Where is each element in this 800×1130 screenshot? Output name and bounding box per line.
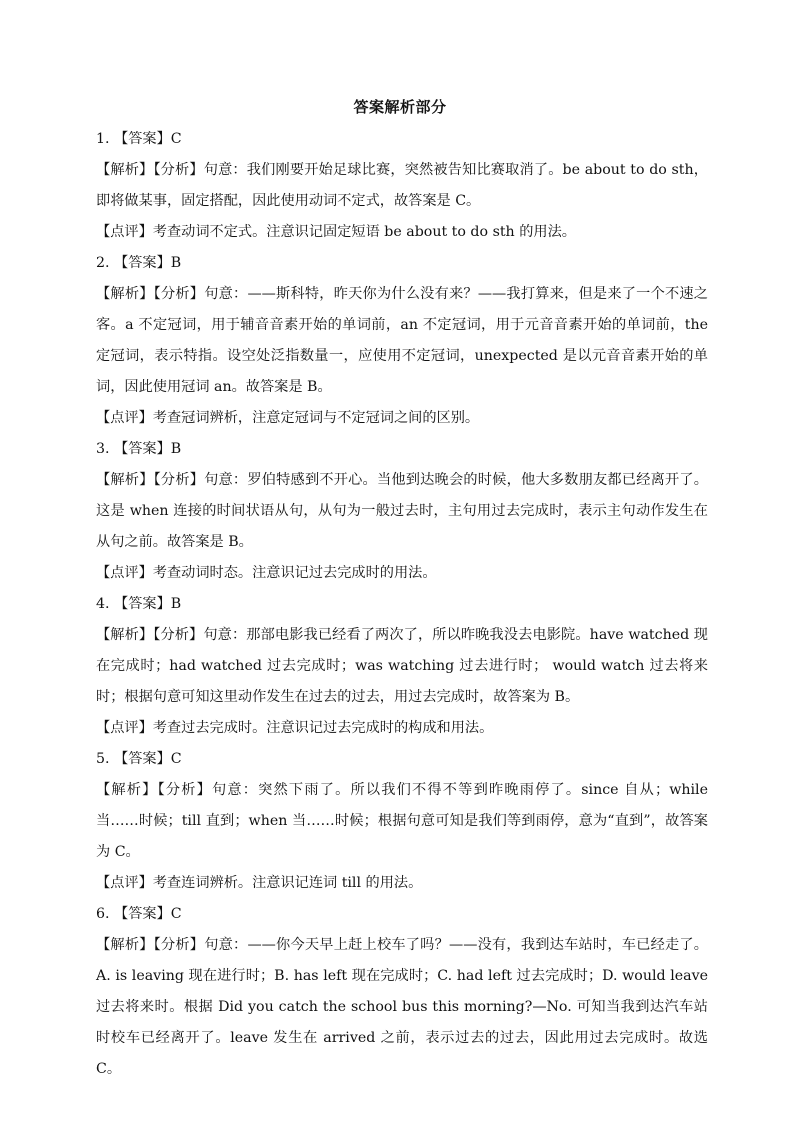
analysis-paragraph: 【解析】【分析】句意：罗伯特感到不开心。当他到达晚会的时候，他大多数朋友都已经离开了。这是 when 连接的时间状语从句，从句为一般过去时，主句用过去完成时，表示主句动作发生在从句之前。故答案是 B。 — [96, 472, 708, 550]
analysis-paragraph: 【解析】【分析】句意：那部电影我已经看了两次了，所以昨晚我没去电影院。have watched 现在完成时；had watched 过去完成时；was watching 过去进行时； would watch 过去将来时；根据句意可知这里动作发生在过去的过去，用过去完成时，故答案为 B。 — [96, 627, 708, 705]
answer-line: 2. 【答案】B — [96, 255, 182, 271]
answer-line: 4. 【答案】B — [96, 596, 182, 612]
answer-item-3 — [96, 434, 708, 589]
answer-item-1 — [96, 124, 708, 248]
analysis-paragraph: 【解析】【分析】句意：我们刚要开始足球比赛，突然被告知比赛取消了。be about to do sth，即将做某事，固定搭配，因此使用动词不定式，故答案是 C。 — [96, 162, 708, 209]
comment-paragraph: 【点评】考查冠词辨析，注意定冠词与不定冠词之间的区别。 — [96, 410, 480, 426]
answer-line: 6. 【答案】C — [96, 906, 182, 922]
analysis-paragraph: 【解析】【分析】句意：——你今天早上赶上校车了吗？——没有，我到达车站时，车已经走了。A. is leaving 现在进行时；B. has left 现在完成时；C. had left 过去完成时；D. would leave 过去将来时。根据 Did you catch the school bus this morning?—No. 可知当我到达汽车站时校车已经离开了。leave 发生在 arrived 之前，表示过去的过去，因此用过去完成时。故选 C。 — [96, 937, 708, 1077]
answer-list — [96, 124, 708, 1085]
comment-paragraph: 【点评】考查动词不定式。注意识记固定短语 be about to do sth 的用法。 — [96, 224, 576, 240]
answer-item-2 — [96, 248, 708, 434]
answer-line: 3. 【答案】B — [96, 441, 182, 457]
answer-line: 1. 【答案】C — [96, 131, 182, 147]
answer-item-5 — [96, 744, 708, 899]
answer-item-4 — [96, 589, 708, 744]
answer-line: 5. 【答案】C — [96, 751, 182, 767]
answer-item-6 — [96, 899, 708, 1085]
comment-paragraph: 【点评】考查动词时态。注意识记过去完成时的用法。 — [96, 565, 437, 581]
analysis-paragraph: 【解析】【分析】句意：——斯科特，昨天你为什么没有来？——我打算来，但是来了一个不速之客。a 不定冠词，用于辅音音素开始的单词前，an 不定冠词，用于元音音素开始的单词前，the 定冠词，表示特指。设空处泛指数量一，应使用不定冠词，unexpected 是以元音音素开始的单词，因此使用冠词 an。故答案是 B。 — [96, 286, 708, 395]
comment-paragraph: 【点评】考查过去完成时。注意识记过去完成时的构成和用法。 — [96, 720, 494, 736]
analysis-paragraph: 【解析】【分析】句意：突然下雨了。所以我们不得不等到昨晚雨停了。since 自从；while 当……时候；till 直到；when 当……时候；根据句意可知是我们等到雨停，意为“直到”，故答案为 C。 — [96, 782, 708, 860]
comment-paragraph: 【点评】考查连词辨析。注意识记连词 till 的用法。 — [96, 875, 423, 891]
page-title: 答案解析部分 — [353, 98, 447, 116]
